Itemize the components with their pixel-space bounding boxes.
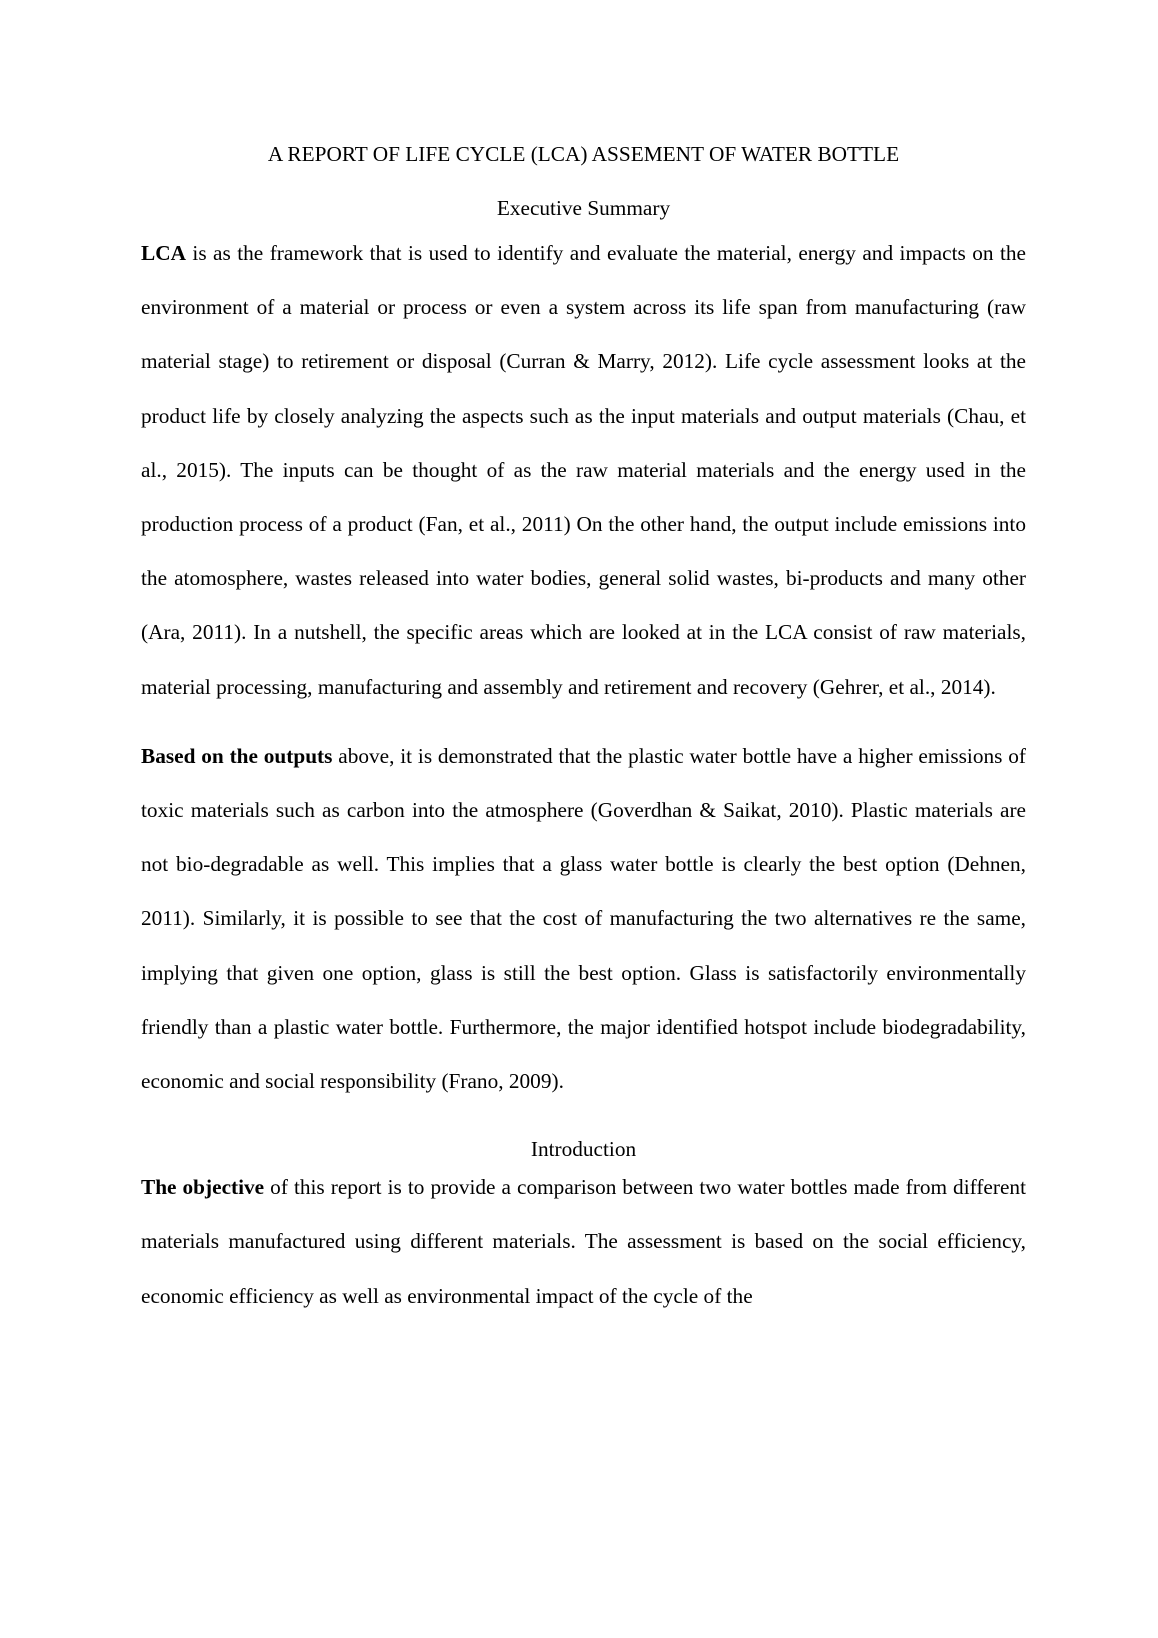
summary-paragraph-1-lead: LCA <box>141 241 186 265</box>
executive-summary-heading: Executive Summary <box>496 196 671 220</box>
introduction-heading: Introduction <box>530 1137 637 1162</box>
summary-paragraph-2-text: above, it is demonstrated that the plastic water bottle have a higher emissions of toxic materials such as carbon into the atmosphere (Goverdhan & Saikat, 2010). Plastic materials are not bio-degradable as well. This implies that a glass water bottle is clearly the best option (Dehnen, 2011). Similarly, it is possible to see that the cost of manufacturing the two alternatives re the same, implying that given one option, glass is still the best option. Glass is satisfactorily environmentally friendly than a plastic water bottle. Furthermore, the major identified hotspot include biodegradability, economic and social responsibility (Frano, 2009). <box>141 743 1026 1094</box>
introduction-paragraph-text: of this report is to provide a comparison between two water bottles made from different materials manufactured using different materials. The assessment is based on the social efficiency, economic efficiency as well as environmental impact of the cycle of the <box>141 1175 1026 1308</box>
summary-paragraph-1-text: is as the framework that is used to identify and evaluate the material, energy and impacts on the environment of a material or process or even a system across its life span from manufacturing (raw material stage) to retirement or disposal (Curran & Marry, 2012). Life cycle assessment looks at the product life by closely analyzing the aspects such as the input materials and output materials (Chau, et al., 2015). The inputs can be thought of as the raw material materials and the energy used in the production process of a product (Fan, et al., 2011) On the other hand, the output include emissions into the atomosphere, wastes released into water bodies, general solid wastes, bi-products and many other (Ara, 2011). In a nutshell, the specific areas which are looked at in the LCA consist of raw materials, material processing, manufacturing and assembly and retirement and recovery (Gehrer, et al., 2014). <box>141 241 1026 699</box>
summary-paragraph-1 <box>141 226 1026 714</box>
introduction-paragraph-lead: The objective <box>141 1175 265 1200</box>
introduction-paragraph <box>141 1160 1026 1323</box>
document-body <box>141 137 1026 1323</box>
summary-paragraph-2 <box>141 729 1026 1108</box>
summary-paragraph-2-lead: Based on the outputs <box>141 743 333 768</box>
report-title: A REPORT OF LIFE CYCLE (LCA) ASSEMENT OF WATER BOTTLE <box>267 142 900 166</box>
